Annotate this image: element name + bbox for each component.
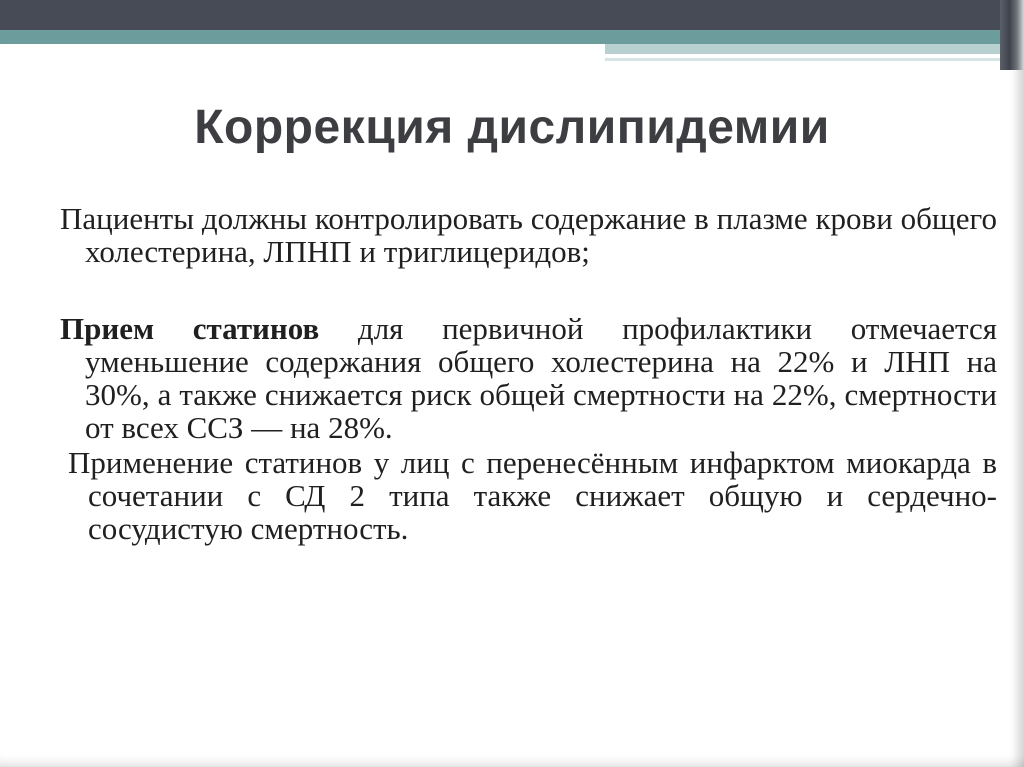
- paragraph-statins-text: для первичной профилактики отмечается уменьшение содержания общего холестерина на 22% и ЛНП на 30%, а также снижается риск общей смертности на 22%, смертности от всех ССЗ — на 28%.: [85, 311, 997, 445]
- slide-title: Коррекция дислипидемии: [194, 101, 830, 154]
- header-bar-dark: [0, 0, 1000, 30]
- header-bar-edge: [1000, 0, 1024, 70]
- paragraph-patients: Пациенты должны контролировать содержание в плазме крови общего холестерина, ЛПНП и триглицеридов;: [60, 201, 997, 269]
- paragraph-infarction: Применение статинов у лиц с перенесённым инфарктом миокарда в сочетании с СД 2 типа также снижает общую и сердечно-сосудистую смертность.: [68, 445, 997, 546]
- header-bar-teal: [0, 30, 1000, 44]
- paragraph-statins: [60, 312, 997, 444]
- paragraph-statins-bold: Прием статинов: [60, 311, 320, 346]
- header-bar-line: [605, 58, 1000, 61]
- header-bar-light: [605, 44, 1000, 54]
